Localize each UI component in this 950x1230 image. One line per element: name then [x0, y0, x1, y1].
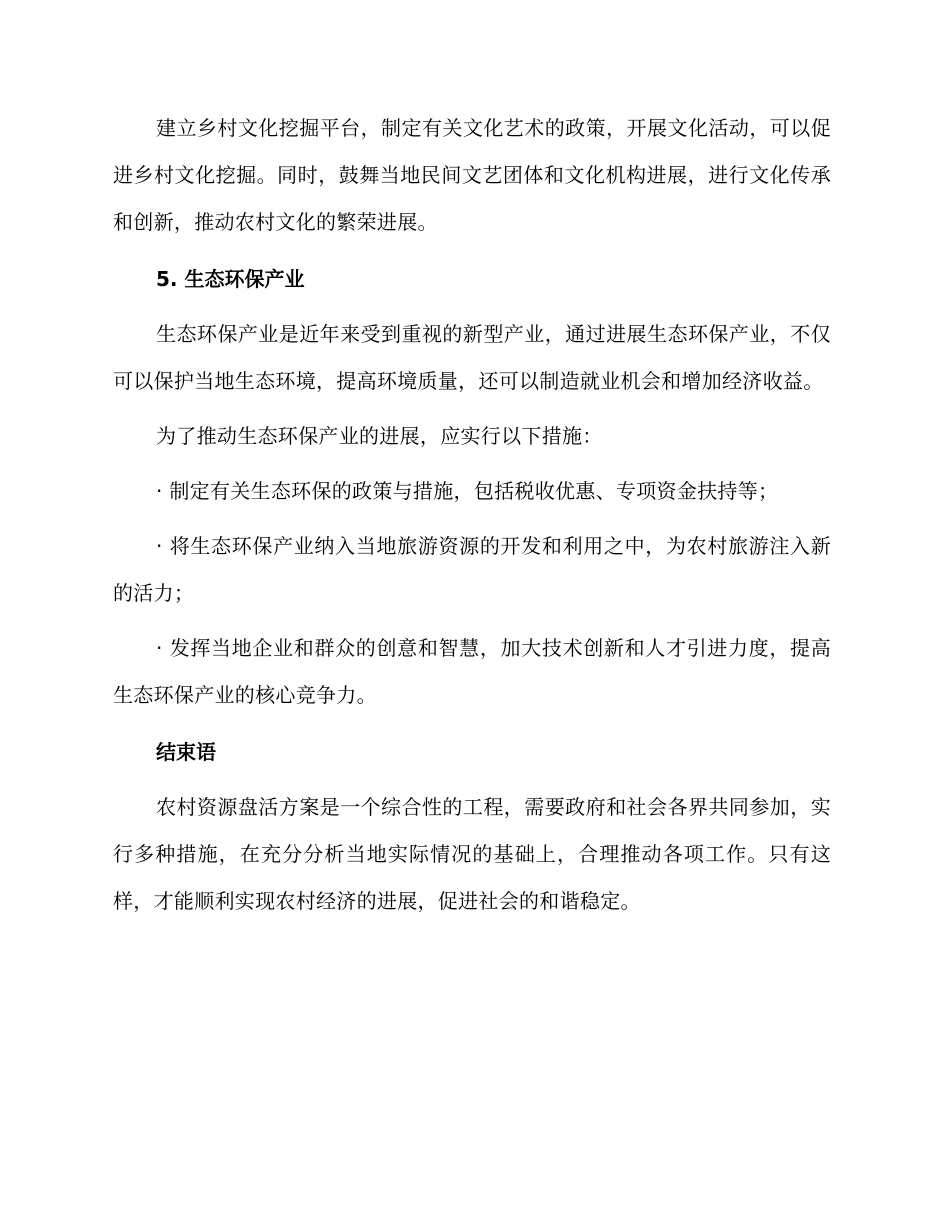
document-page — [113, 105, 831, 925]
list-item-innovation: · 发挥当地企业和群众的创意和智慧，加大技术创新和人才引进力度，提高生态环保产业的核心竞争力。 — [113, 636, 831, 707]
paragraph-conclusion: 农村资源盘活方案是一个综合性的工程，需要政府和社会各界共同参加，实行多种措施，在充分分析当地实际情况的基础上，合理推动各项工作。只有这样，才能顺利实现农村经济的进展，促进社会的和谐稳定。 — [113, 795, 831, 913]
paragraph-eco-intro: 生态环保产业是近年来受到重视的新型产业，通过进展生态环保产业，不仅可以保护当地生态环境，提高环境质量，还可以制造就业机会和增加经济收益。 — [113, 322, 831, 393]
paragraph-culture: 建立乡村文化挖掘平台，制定有关文化艺术的政策，开展文化活动，可以促进乡村文化挖掘。同时，鼓舞当地民间文艺团体和文化机构进展，进行文化传承和创新，推动农村文化的繁荣进展。 — [113, 116, 831, 234]
paragraph-measures-intro: 为了推动生态环保产业的进展，应实行以下措施： — [156, 424, 603, 448]
list-item-policy: · 制定有关生态环保的政策与措施，包括税收优惠、专项资金扶持等； — [156, 479, 779, 503]
section-heading-conclusion: 结束语 — [156, 740, 216, 764]
section-heading-eco-industry: 5. 生态环保产业 — [156, 267, 305, 291]
list-item-tourism: · 将生态环保产业纳入当地旅游资源的开发和利用之中，为农村旅游注入新的活力； — [113, 534, 831, 605]
